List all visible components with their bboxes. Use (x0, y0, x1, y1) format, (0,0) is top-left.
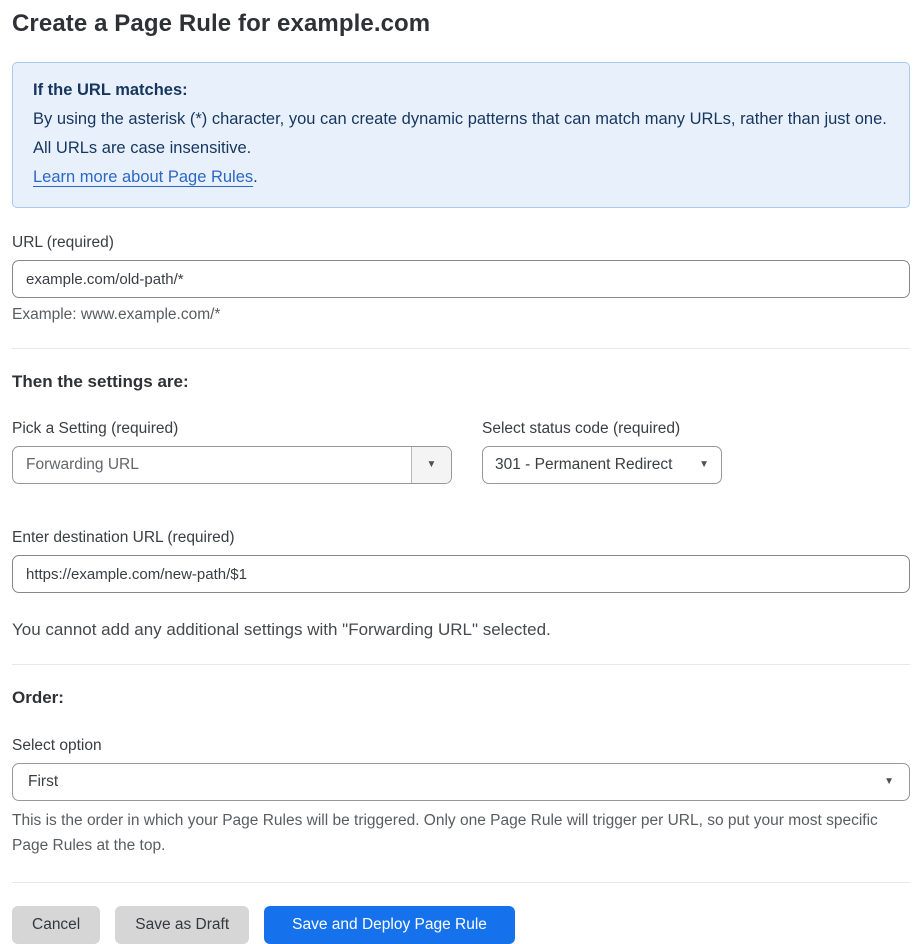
url-field-label: URL (required) (12, 234, 114, 251)
destination-url-label: Enter destination URL (required) (12, 529, 235, 546)
url-matches-info-box (12, 62, 910, 208)
status-code-column (482, 420, 722, 484)
info-box-link-line (33, 163, 889, 192)
save-and-deploy-button[interactable]: Save and Deploy Page Rule (264, 906, 515, 944)
url-input[interactable] (12, 260, 910, 298)
pick-setting-column (12, 420, 452, 484)
setting-dropdown-row (12, 420, 910, 484)
section-divider-2 (12, 664, 910, 665)
status-code-value: 301 - Permanent Redirect (495, 456, 673, 473)
order-select[interactable] (12, 763, 910, 801)
page-title: Create a Page Rule for example.com (12, 10, 431, 37)
status-code-label: Select status code (required) (482, 420, 681, 437)
learn-more-link[interactable]: Learn more about Page Rules (33, 168, 254, 186)
order-section-heading: Order: (12, 688, 64, 707)
settings-section-heading: Then the settings are: (12, 372, 189, 391)
setting-select-value: Forwarding URL (26, 456, 139, 473)
setting-select[interactable] (12, 446, 452, 484)
url-example-hint: Example: www.example.com/* (12, 306, 221, 323)
action-button-row (12, 906, 910, 944)
section-divider-3 (12, 882, 910, 883)
chevron-down-icon: ▼ (699, 459, 709, 470)
setting-select-arrow-button[interactable] (411, 447, 451, 483)
save-as-draft-button[interactable]: Save as Draft (115, 906, 249, 944)
cancel-button[interactable]: Cancel (12, 906, 100, 944)
forwarding-url-note: You cannot add any additional settings with "Forwarding URL" selected. (12, 620, 551, 639)
chevron-down-icon: ▼ (426, 459, 437, 470)
link-period: . (253, 168, 258, 186)
status-code-select[interactable] (482, 446, 722, 484)
order-select-label: Select option (12, 737, 102, 754)
section-divider-1 (12, 348, 910, 349)
chevron-down-icon: ▼ (884, 776, 894, 787)
order-select-value: First (28, 773, 59, 790)
info-box-heading: If the URL matches: (33, 81, 188, 99)
order-hint: This is the order in which your Page Rules will be triggered. Only one Page Rule will trigger per URL, so put your most specific Page Rules at the top. (12, 812, 878, 854)
pick-setting-label: Pick a Setting (required) (12, 420, 179, 437)
destination-url-input[interactable] (12, 555, 910, 593)
info-box-body: By using the asterisk (*) character, you can create dynamic patterns that can match many URLs, rather than just one. All URLs are case insensitive. (33, 110, 887, 157)
